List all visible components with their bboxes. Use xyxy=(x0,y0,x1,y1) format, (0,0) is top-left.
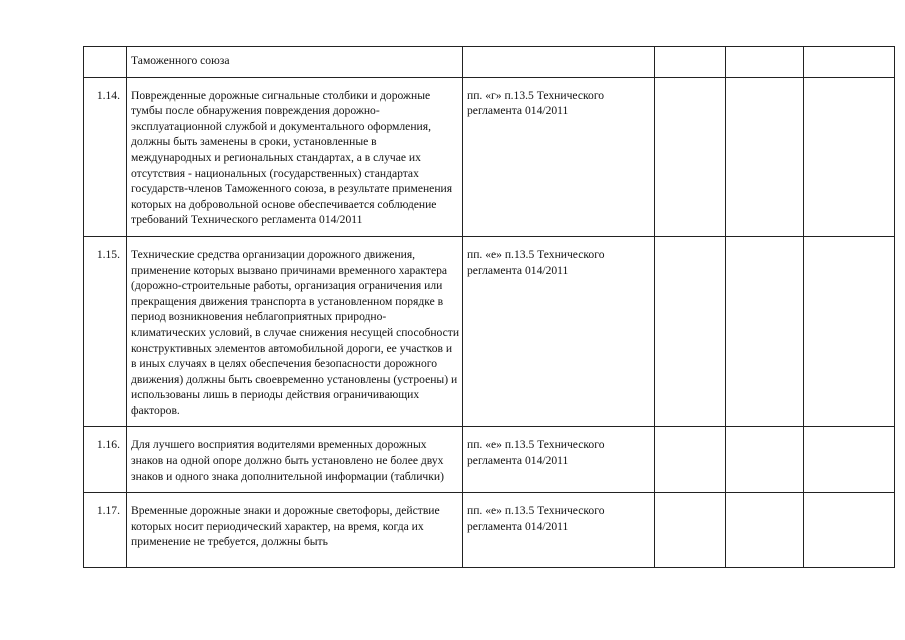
requirement-text: Технические средства организации дорожного движения, применение которых вызвано причинами временного характера (дорожно-строительные работы, организация ограничения или прекращения движения транспорта в установленном порядке в период возникновения неблагоприятных природно-климатических условий, в случае снижения несущей способности конструктивных элементов автомобильной дороги, ее участков и в иных случаях в целях обеспечения безопасности дорожного движения) должны быть своевременно установлены (устроены) и использованы лишь в периоды действия ограничивающих факторов. xyxy=(131,247,460,417)
table-row xyxy=(84,427,895,493)
empty-cell xyxy=(726,493,804,568)
requirements-table xyxy=(83,46,895,568)
empty-cell xyxy=(726,77,804,236)
item-number-cell xyxy=(84,47,127,78)
empty-cell xyxy=(726,236,804,427)
reference-text: пп. «е» п.13.5 Технического регламента 014/2011 xyxy=(467,438,605,468)
empty-cell xyxy=(655,427,726,493)
empty-cell xyxy=(726,47,804,78)
requirement-cell xyxy=(127,493,463,568)
item-number-cell xyxy=(84,236,127,427)
empty-cell xyxy=(655,493,726,568)
table-row xyxy=(84,236,895,427)
reference-text: пп. «г» п.13.5 Технического регламента 014/2011 xyxy=(467,88,605,118)
item-number: 1.14. xyxy=(96,88,120,102)
table-row xyxy=(84,493,895,568)
requirement-cell xyxy=(127,47,463,78)
empty-cell xyxy=(655,47,726,78)
reference-text: пп. «е» п.13.5 Технического регламента 014/2011 xyxy=(467,247,605,277)
table-row xyxy=(84,47,895,78)
requirement-text: Поврежденные дорожные сигнальные столбики и дорожные тумбы после обнаружения повреждения дорожно-эксплуатационной службой и документального оформления, должны быть заменены в сроки, установленные в международных и региональных стандартах, а в случае их отсутствия - национальных (государственных) стандартах государств-членов Таможенного союза, в результате применения которых на добровольной основе обеспечивается соблюдение требований Технического регламента 014/2011 xyxy=(131,88,453,227)
item-number-cell xyxy=(84,77,127,236)
empty-cell xyxy=(726,427,804,493)
reference-cell xyxy=(463,77,655,236)
empty-cell xyxy=(804,77,895,236)
requirement-text: Таможенного союза xyxy=(131,54,230,67)
reference-cell xyxy=(463,47,655,78)
reference-cell xyxy=(463,236,655,427)
requirement-cell xyxy=(127,236,463,427)
item-number: 1.15. xyxy=(96,247,120,261)
empty-cell xyxy=(804,493,895,568)
empty-cell xyxy=(804,47,895,78)
item-number: 1.17. xyxy=(96,504,120,518)
item-number-cell xyxy=(84,493,127,568)
reference-cell xyxy=(463,427,655,493)
empty-cell xyxy=(655,236,726,427)
empty-cell xyxy=(804,236,895,427)
requirement-cell xyxy=(127,427,463,493)
reference-text: пп. «е» п.13.5 Технического регламента 014/2011 xyxy=(467,504,605,533)
requirement-text: Временные дорожные знаки и дорожные светофоры, действие которых носит периодический характер, на время, когда их применение не требуется, должны быть xyxy=(131,504,440,549)
empty-cell xyxy=(655,77,726,236)
empty-cell xyxy=(804,427,895,493)
requirement-cell xyxy=(127,77,463,236)
reference-cell xyxy=(463,493,655,568)
item-number-cell xyxy=(84,427,127,493)
item-number: 1.16. xyxy=(96,438,120,452)
requirement-text: Для лучшего восприятия водителями временных дорожных знаков на одной опоре должно быть установлено не более двух знаков и одного знака дополнительной информации (таблички) xyxy=(131,438,444,483)
table-row xyxy=(84,77,895,236)
